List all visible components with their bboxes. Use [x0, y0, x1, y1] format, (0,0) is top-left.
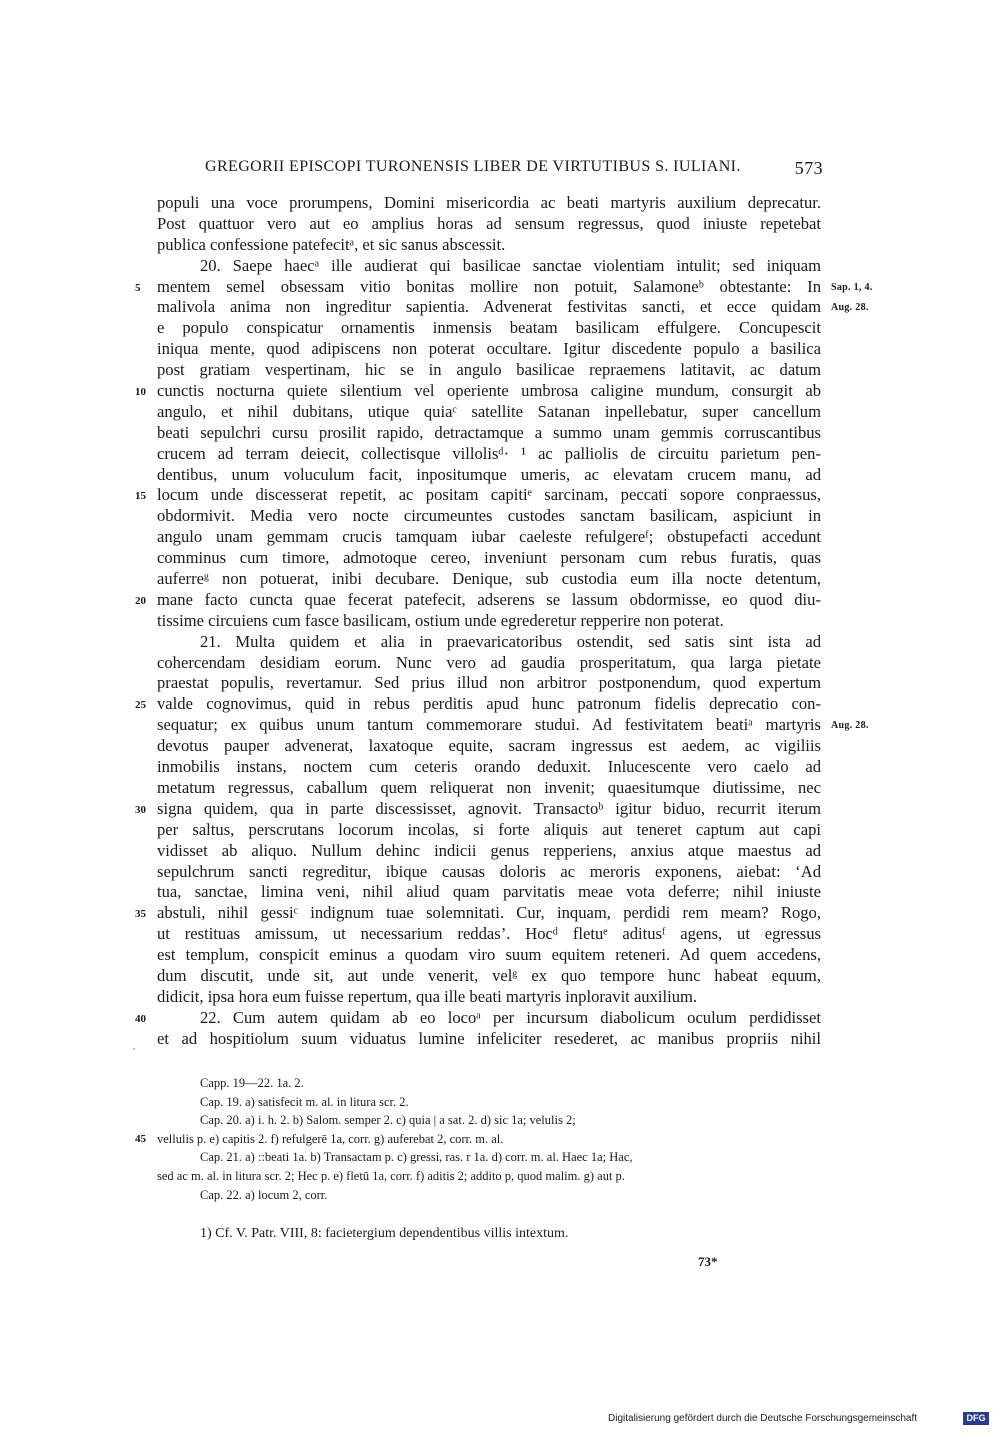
apparatus-text: Cap. 22. a) locum 2, corr.: [200, 1187, 328, 1202]
line-text: populi una voce prorumpens, Domini misericordia ac beati martyris auxilium deprecatur.: [157, 193, 821, 212]
line-text: 21. Multa quidem et alia in praevaricatoribus ostendit, sed satis sint ista ad: [200, 631, 821, 651]
text-line: [157, 339, 821, 360]
text-line: [135, 381, 821, 402]
text-line: [157, 423, 821, 444]
line-text: mane facto cuncta quae fecerat patefecit, adserens se lassum obdormisse, eo quod diu-: [157, 589, 821, 609]
text-line: [135, 903, 821, 924]
text-line: [157, 214, 821, 235]
scan-speck: [133, 1048, 135, 1050]
line-text: et ad hospitiolum suum viduatus lumine infeliciter resederet, ac manibus propriis nihil: [157, 1028, 821, 1048]
text-line: [157, 924, 821, 945]
line-text: crucem ad terram deiecit, collectisque villolisᵈ· ¹ ac palliolis de circuitu parietum pen-: [157, 443, 821, 463]
line-text: comminus cum timore, admotoque cereo, inveniunt personam cum rebus furatis, quas: [157, 548, 821, 568]
line-text: Post quattuor vero aut eo amplius horas ad sensum regressus, quod iniuste repetebat: [157, 213, 821, 233]
line-text: obdormivit. Media vero nocte circumeuntes custodes sanctam basilicam, aspiciunt in: [157, 506, 821, 526]
line-text: iniqua mente, quod adipiscens non poterat occultare. Igitur discedente populo a basilica: [157, 339, 821, 359]
line-text: vidisset ab aliquo. Nullum dehinc indicii genus repperiens, anxius atque maestus ad: [157, 840, 821, 860]
apparatus-text: Cap. 20. a) i. h. 2. b) Salom. semper 2. c) quia | a sat. 2. d) sic 1a; velulis 2;: [200, 1113, 576, 1128]
line-text: post gratiam vespertinam, hic se in angulo basilicae repraemens latitavit, ac datum: [157, 360, 821, 380]
line-text: sepulchrum sancti regreditur, ibique causas doloris ac meroris exponens, aiebat: ‘Ad: [157, 861, 821, 881]
apparatus-line: [135, 1130, 821, 1149]
line-text: angulo unam gemmam crucis tamquam iubar caeleste refulgereᶠ; obstupefacti accedunt: [157, 527, 821, 547]
line-number: 40: [135, 1012, 146, 1025]
text-line: [157, 653, 821, 674]
line-number: 15: [135, 490, 146, 503]
line-text: cohercendam desidiam eorum. Nunc vero ad gaudia prosperitatum, qua larga pietate: [157, 652, 821, 672]
text-line: [135, 589, 821, 611]
text-line: [157, 966, 821, 987]
text-line: [157, 757, 821, 778]
marginal-note: Sap. 1, 4.: [831, 281, 873, 293]
sheet-signature: 73*: [698, 1254, 718, 1269]
line-text: mentem semel obsessam vitio bonitas mollire non potuit, Salamoneᵇ obtestante: In: [157, 276, 821, 296]
text-line: [157, 715, 869, 736]
dfg-logo: DFG: [963, 1412, 989, 1425]
text-line: [157, 632, 821, 653]
text-line: [157, 548, 821, 569]
footnote: 1) Cf. V. Patr. VIII, 8: facietergium dependentibus villis intextum.: [200, 1226, 569, 1241]
apparatus-text: vellulis p. e) capitis 2. f) refulgerē 1a, corr. g) auferebat 2, corr. m. al.: [157, 1131, 504, 1146]
text-line: [157, 297, 869, 318]
line-text: malivola anima non ingreditur sapientia. Advenerat festivitas sancti, et ecce quidam: [157, 297, 821, 317]
apparatus-text: Cap. 21. a) ::beati 1a. b) Transactam p. c) gressi, ras. r 1a. d) corr. m. al. Haec 1a; Hac,: [200, 1150, 633, 1165]
main-text: [135, 193, 873, 1050]
text-line: [157, 193, 821, 214]
line-text: tissime circuiens cum fasce basilicam, ostium unde egrederetur repperire non poterat.: [157, 610, 724, 630]
text-line: [157, 1029, 821, 1050]
text-line: [157, 402, 821, 423]
marginal-note: Aug. 28.: [831, 302, 869, 314]
line-text: angulo, et nihil dubitans, utique quiaᶜ satellite Satanan inpellebatur, super cancellum: [157, 401, 821, 421]
line-text: devotus pauper advenerat, laxatoque equite, sacram ingressus est aedem, ac vigiliis: [157, 736, 821, 756]
line-number: 35: [135, 908, 146, 921]
text-line: [157, 360, 821, 381]
line-number: 5: [135, 281, 141, 294]
text-line: [135, 276, 873, 298]
text-line: [157, 820, 821, 841]
text-line: [157, 841, 821, 862]
apparatus-line: [157, 1167, 821, 1186]
text-line: [157, 945, 821, 966]
text-line: [157, 527, 821, 548]
line-text: e populo conspicatur ornamentis inmensis beatam basilicam effulgere. Concupescit: [157, 318, 821, 338]
text-line: [157, 611, 821, 632]
line-text: est templum, conspicit eminus a quodam viro suum equitem reteneri. Ad quem accedens,: [157, 945, 821, 965]
line-text: beati sepulchri cursu prosilit rapido, detractamque a summo unam gemmis corruscantibus: [157, 422, 821, 442]
line-number: 20: [135, 594, 146, 607]
text-line: [157, 862, 821, 883]
line-text: praestat populis, revertamur. Sed prius illud non arbitror postponendum, quod expertum: [157, 673, 821, 693]
text-line: [135, 485, 821, 506]
line-number: 30: [135, 803, 146, 816]
line-text: didicit, ipsa hora eum fuisse repertum, qua ille beati martyris inploravit auxilium.: [157, 986, 698, 1006]
text-line: [157, 736, 821, 757]
text-line: [135, 1007, 821, 1029]
line-text: publica confessione patefecitᵃ, et sic sanus abscessit.: [157, 234, 506, 254]
apparatus-text: sed ac m. al. in litura scr. 2; Hec p. e) fletū 1a, corr. f) aditis 2; addito p, quod malim. g) aut p.: [157, 1168, 625, 1183]
text-line: [157, 778, 821, 799]
text-line: [157, 465, 821, 486]
line-text: locum unde discesserat repetit, ac positam capitiᵉ sarcinam, peccati sopore conpraessus,: [157, 485, 821, 505]
text-line: [157, 235, 821, 256]
text-line: [157, 569, 821, 590]
text-line: [157, 256, 821, 277]
line-text: ut restituas amissum, ut necessarium reddas’. Hocᵈ fletuᵉ aditusᶠ agens, ut egressus: [157, 924, 821, 944]
line-text: per saltus, perscrutans locorum incolas, si forte aliquis aut teneret captum aut capi: [157, 819, 821, 839]
digitization-notice: Digitalisierung gefördert durch die Deutsche Forschungsgemeinschaft: [608, 1413, 918, 1424]
apparatus-line: [157, 1186, 821, 1205]
line-text: signa quidem, qua in parte discessisset, agnovit. Transactoᵇ igitur biduo, recurrit iterum: [157, 798, 821, 818]
page-number: 573: [794, 158, 823, 178]
line-number: 10: [135, 386, 146, 399]
text-line: [157, 882, 821, 903]
line-text: dum discutit, unde sit, aut unde venerit, velᵍ ex quo tempore hunc habeat equum,: [157, 965, 821, 985]
line-text: dentibus, unum voluculum facit, inpositumque umeris, ac elevatam crucem manu, ad: [157, 464, 821, 484]
marginal-note: Aug. 28.: [831, 720, 869, 732]
line-text: 20. Saepe haecᵃ ille audierat qui basilicae sanctae violentiam intulit; sed iniquam: [200, 255, 821, 275]
line-text: cunctis nocturna quiete silentium vel operiente umbrosa caligine mundum, consurgit ab: [157, 381, 821, 401]
apparatus-text: Capp. 19—22. 1a. 2.: [200, 1076, 304, 1090]
running-title: GREGORII EPISCOPI TURONENSIS LIBER DE VIRTUTIBUS S. IULIANI.: [205, 158, 741, 175]
line-text: inmobilis instans, noctem cum ceteris orando deduxit. Inlucescente vero caelo ad: [157, 757, 821, 777]
text-line: [135, 798, 821, 820]
line-number: 45: [135, 1132, 146, 1145]
apparatus-line: [157, 1074, 821, 1093]
line-text: 22. Cum autem quidam ab eo locoᵃ per incursum diabolicum oculum perdidisset: [200, 1007, 821, 1027]
line-text: metatum regressus, caballum quem reliquerat non invenit; quaesitumque diutissime, nec: [157, 777, 821, 797]
apparatus-line: [157, 1148, 821, 1167]
text-line: [135, 694, 821, 715]
line-text: auferreᵍ non potuerat, inibi decubare. Denique, sub custodia eum illa nocte detentum,: [157, 569, 821, 589]
critical-apparatus: [135, 1074, 821, 1204]
text-line: [157, 673, 821, 694]
apparatus-line: [157, 1111, 821, 1130]
line-text: sequatur; ex quibus unum tantum commemorare studui. Ad festivitatem beatiᵃ martyris: [157, 715, 821, 735]
line-number: 25: [135, 699, 146, 712]
line-text: abstuli, nihil gessiᶜ indignum tuae solemnitati. Cur, inquam, perdidi rem meam? Rogo,: [157, 903, 821, 923]
text-line: [157, 318, 821, 339]
text-line: [157, 444, 821, 465]
line-text: tua, sanctae, limina veni, nihil aliud quam parvitatis meae vota deferre; nihil iniuste: [157, 882, 821, 902]
line-text: valde cognovimus, quid in rebus perditis apud hunc patronum fidelis deprecatio con-: [157, 694, 821, 714]
apparatus-text: Cap. 19. a) satisfecit m. al. in litura scr. 2.: [200, 1094, 409, 1109]
apparatus-line: [157, 1093, 821, 1112]
text-line: [157, 987, 821, 1008]
text-line: [157, 506, 821, 527]
